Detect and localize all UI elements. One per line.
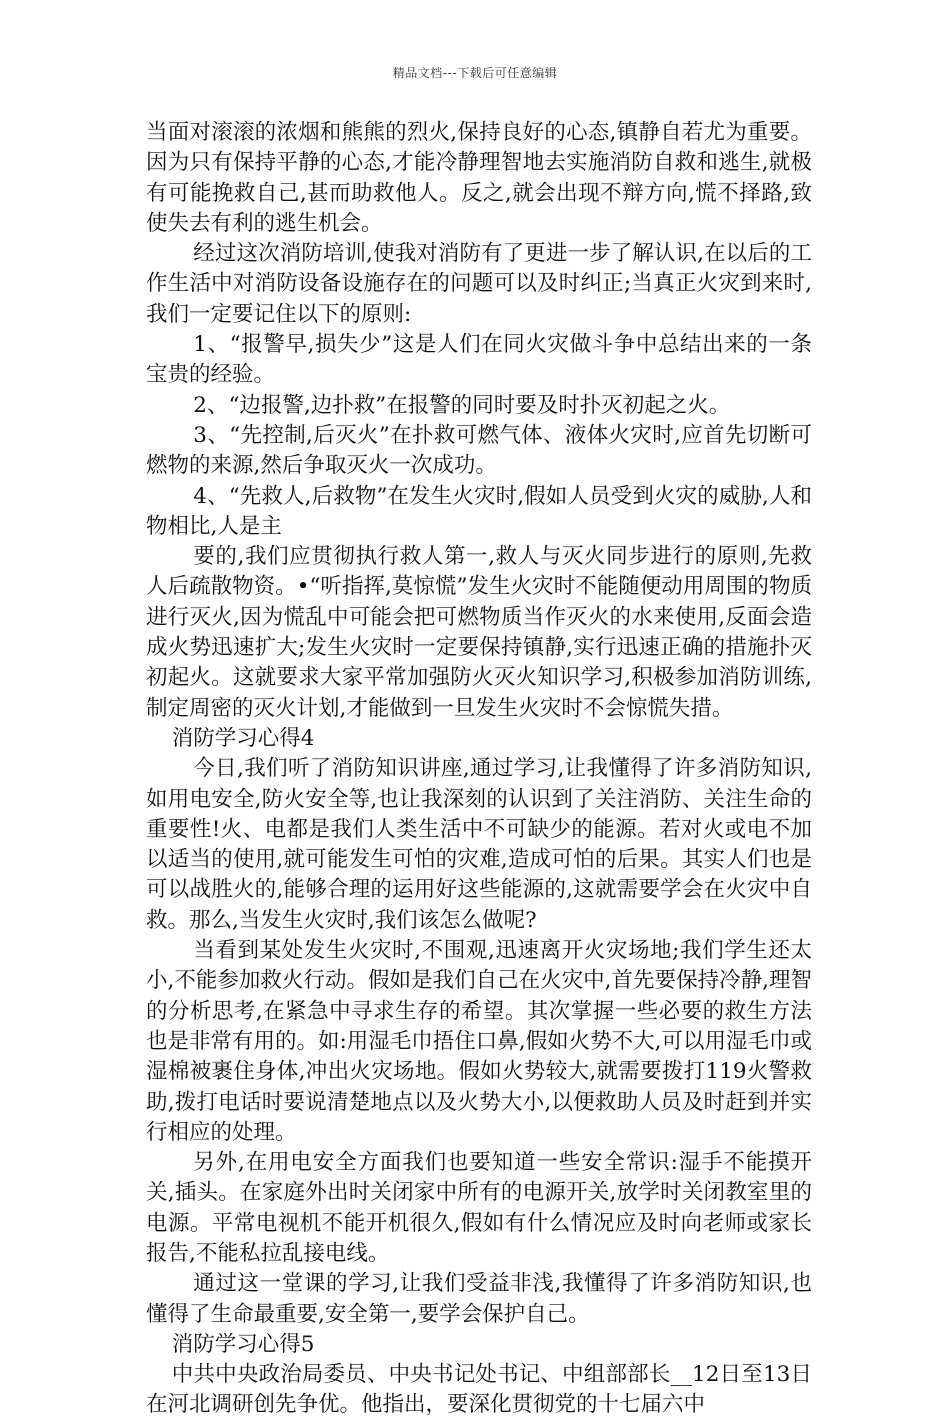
paragraph: 中共中央政治局委员、中央书记处书记、中组部部长__12日至13日在河北调研创先争优。他指出，要深化贯彻党的十七届六中 [146, 1362, 812, 1418]
paragraph: 今日,我们听了消防知识讲座,通过学习,让我懂得了许多消防知识,如用电安全,防火安全等,也让我深刻的认识到了关注消防、关注生命的重要性!火、电都是我们人类生活中不可缺少的能源。若对火或电不加以适当的使用,就可能发生可怕的灾难,造成可怕的后果。其实人们也是可以战胜火的,能够合理的运用好这些能源的,这就需要学会在火灾中自救。那么,当发生火灾时,我们该怎么做呢? [146, 756, 812, 933]
section-heading: 消防学习心得5 [171, 1331, 315, 1357]
paragraph: 当看到某处发生火灾时,不围观,迅速离开火灾场地;我们学生还太小,不能参加救火行动。假如是我们自己在火灾中,首先要保持冷静,理智的分析思考,在紧急中寻求生存的希望。其次掌握一些必要的救生方法也是非常有用的。如:用湿毛巾捂住口鼻,假如火势不大,可以用湿毛巾或湿棉被裹住身体,冲出火灾场地。假如火势较大,就需要拨打119火警救助,拨打电话时要说清楚地点以及火势大小,以便救助人员及时赶到并实行相应的处理。 [146, 938, 812, 1145]
list-item: 2、“边报警,边扑救”在报警的同时要及时扑灭初起之火。 [193, 392, 731, 418]
section-heading: 消防学习心得4 [171, 725, 315, 751]
paragraph: 另外,在用电安全方面我们也要知道一些安全常识:湿手不能摸开关,插头。在家庭外出时关闭家中所有的电源开关,放学时关闭教室里的电源。平常电视机不能开机很久,假如有什么情况应及时向老师或家长报告,不能私拉乱接电线。 [146, 1150, 812, 1266]
list-item: 3、“先控制,后灭火”在扑救可燃气体、液体火灾时,应首先切断可燃物的来源,然后争取灭火一次成功。 [146, 422, 812, 479]
list-item: 4、“先救人,后救物”在发生火灾时,假如人员受到火灾的威胁,人和物相比,人是主 [146, 483, 812, 539]
page-header: 精品文档---下载后可任意编辑 [392, 66, 558, 80]
paragraph: 要的,我们应贯彻执行救人第一,救人与灭火同步进行的原则,先救人后疏散物资。•“听指挥,莫惊慌”发生火灾时不能随便动用周围的物质进行灭火,因为慌乱中可能会把可燃物质当作灭火的水来使用,反面会造成火势迅速扩大;发生火灾时一定要保持镇静,实行迅速正确的措施扑灭初起火。这就要求大家平常加强防火灭火知识学习,积极参加消防训练,制定周密的灭火计划,才能做到一旦发生火灾时不会惊慌失措。 [146, 544, 812, 721]
paragraph: 经过这次消防培训,使我对消防有了更进一步了解认识,在以后的工作生活中对消防设备设施存在的问题可以及时纠正;当真正火灾到来时,我们一定要记住以下的原则: [146, 241, 812, 327]
paragraph: 当面对滚滚的浓烟和熊熊的烈火,保持良好的心态,镇静自若尤为重要。因为只有保持平静的心态,才能冷静理智地去实施消防自救和逃生,就极有可能挽救自己,甚而助救他人。反之,就会出现不辩方向,慌不择路,致使失去有利的逃生机会。 [146, 120, 812, 236]
paragraph: 通过这一堂课的学习,让我们受益非浅,我懂得了许多消防知识,也懂得了生命最重要,安全第一,要学会保护自己。 [146, 1271, 812, 1327]
document-body [146, 118, 812, 1421]
list-item: 1、“报警早,损失少”这是人们在同火灾做斗争中总结出来的一条宝贵的经验。 [146, 332, 812, 388]
